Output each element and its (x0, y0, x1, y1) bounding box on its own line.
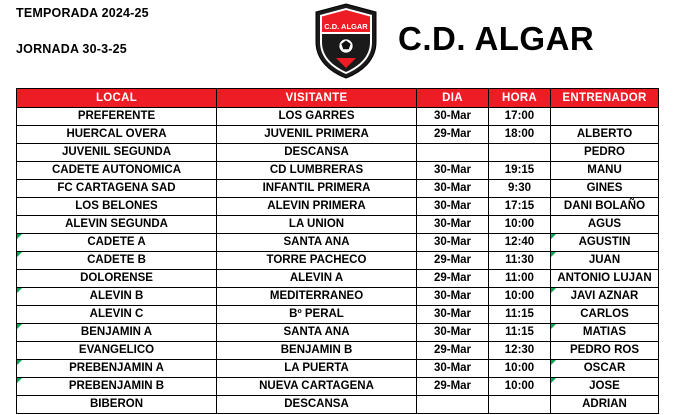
cell-dia (417, 144, 489, 162)
cell-hora: 10:00 (489, 360, 551, 378)
table-body (17, 108, 659, 414)
cell-dia: 29-Mar (417, 378, 489, 396)
table-row (17, 162, 659, 180)
table-row (17, 378, 659, 396)
cell-visitante: MEDITERRANEO (217, 288, 417, 306)
cell-local: FC CARTAGENA SAD (17, 180, 217, 198)
cell-dia: 30-Mar (417, 108, 489, 126)
cell-visitante: DESCANSA (217, 396, 417, 414)
table-row (17, 108, 659, 126)
column-header-visitante: VISITANTE (217, 89, 417, 108)
cell-visitante: NUEVA CARTAGENA (217, 378, 417, 396)
cell-entrenador: AGUSTIN (551, 234, 659, 252)
cell-entrenador: JOSE (551, 378, 659, 396)
column-header-local: LOCAL (17, 89, 217, 108)
cell-hora: 10:00 (489, 216, 551, 234)
cell-dia: 29-Mar (417, 252, 489, 270)
svg-text:C.D. ALGAR: C.D. ALGAR (324, 22, 368, 31)
cell-dia: 30-Mar (417, 360, 489, 378)
table-row (17, 360, 659, 378)
table-row (17, 342, 659, 360)
cell-visitante: LOS GARRES (217, 108, 417, 126)
cell-local: ALEVIN SEGUNDA (17, 216, 217, 234)
cell-local: HUERCAL OVERA (17, 126, 217, 144)
cell-hora: 17:00 (489, 108, 551, 126)
cd-algar-crest-icon (310, 2, 382, 80)
cell-dia: 30-Mar (417, 216, 489, 234)
cell-local: CADETE A (17, 234, 217, 252)
cell-dia (417, 396, 489, 414)
cell-local: EVANGELICO (17, 342, 217, 360)
cell-local: CADETE AUTONOMICA (17, 162, 217, 180)
table-row (17, 180, 659, 198)
table-row (17, 126, 659, 144)
column-header-hora: HORA (489, 89, 551, 108)
cell-entrenador: ALBERTO (551, 126, 659, 144)
cell-visitante: SANTA ANA (217, 324, 417, 342)
cell-dia: 29-Mar (417, 342, 489, 360)
cell-local: LOS BELONES (17, 198, 217, 216)
cell-hora: 18:00 (489, 126, 551, 144)
cell-local: ALEVIN B (17, 288, 217, 306)
table-row (17, 270, 659, 288)
cell-entrenador: JUAN (551, 252, 659, 270)
cell-entrenador: OSCAR (551, 360, 659, 378)
cell-entrenador: MATIAS (551, 324, 659, 342)
cell-entrenador: AGUS (551, 216, 659, 234)
cell-local: DOLORENSE (17, 270, 217, 288)
season-label: TEMPORADA 2024-25 (16, 6, 149, 20)
cell-hora: 11:15 (489, 306, 551, 324)
cell-visitante: DESCANSA (217, 144, 417, 162)
cell-visitante: LA PUERTA (217, 360, 417, 378)
cell-entrenador: CARLOS (551, 306, 659, 324)
table-row (17, 324, 659, 342)
cell-dia: 30-Mar (417, 324, 489, 342)
cell-dia: 30-Mar (417, 162, 489, 180)
cell-entrenador: ANTONIO LUJAN (551, 270, 659, 288)
table-row (17, 252, 659, 270)
table-row (17, 216, 659, 234)
cell-visitante: Bº PERAL (217, 306, 417, 324)
cell-entrenador: DANI BOLAÑO (551, 198, 659, 216)
cell-local: PREBENJAMIN A (17, 360, 217, 378)
column-header-entrenador: ENTRENADOR (551, 89, 659, 108)
cell-hora: 17:15 (489, 198, 551, 216)
cell-visitante: CD LUMBRERAS (217, 162, 417, 180)
cell-visitante: LA UNION (217, 216, 417, 234)
cell-entrenador: JAVI AZNAR (551, 288, 659, 306)
cell-dia: 30-Mar (417, 234, 489, 252)
schedule-table-container (16, 88, 658, 414)
table-header (17, 89, 659, 108)
table-row (17, 198, 659, 216)
cell-hora: 11:30 (489, 252, 551, 270)
cell-hora: 9:30 (489, 180, 551, 198)
table-row (17, 144, 659, 162)
cell-hora: 12:40 (489, 234, 551, 252)
cell-entrenador: PEDRO (551, 144, 659, 162)
cell-hora (489, 144, 551, 162)
cell-dia: 30-Mar (417, 198, 489, 216)
cell-local: PREFERENTE (17, 108, 217, 126)
table-row (17, 306, 659, 324)
cell-local: BENJAMIN A (17, 324, 217, 342)
cell-dia: 30-Mar (417, 288, 489, 306)
cell-local: CADETE B (17, 252, 217, 270)
table-row (17, 396, 659, 414)
cell-local: JUVENIL SEGUNDA (17, 144, 217, 162)
cell-entrenador (551, 108, 659, 126)
cell-hora: 11:15 (489, 324, 551, 342)
cell-local: PREBENJAMIN B (17, 378, 217, 396)
page-header (0, 0, 674, 82)
cell-dia: 30-Mar (417, 180, 489, 198)
cell-hora: 10:00 (489, 378, 551, 396)
table-row (17, 234, 659, 252)
cell-hora: 12:30 (489, 342, 551, 360)
cell-entrenador: GINES (551, 180, 659, 198)
cell-entrenador: ADRIAN (551, 396, 659, 414)
page-title: C.D. ALGAR (398, 20, 595, 57)
cell-hora: 10:00 (489, 288, 551, 306)
cell-visitante: ALEVIN A (217, 270, 417, 288)
cell-dia: 30-Mar (417, 306, 489, 324)
cell-visitante: BENJAMIN B (217, 342, 417, 360)
cell-dia: 29-Mar (417, 270, 489, 288)
cell-hora (489, 396, 551, 414)
cell-visitante: JUVENIL PRIMERA (217, 126, 417, 144)
cell-visitante: INFANTIL PRIMERA (217, 180, 417, 198)
cell-visitante: TORRE PACHECO (217, 252, 417, 270)
matchday-label: JORNADA 30-3-25 (16, 42, 127, 56)
cell-local: ALEVIN C (17, 306, 217, 324)
cell-entrenador: MANU (551, 162, 659, 180)
cell-hora: 11:00 (489, 270, 551, 288)
cell-visitante: SANTA ANA (217, 234, 417, 252)
cell-visitante: ALEVIN PRIMERA (217, 198, 417, 216)
season-info (16, 6, 286, 57)
table-header-row (17, 89, 659, 108)
cell-hora: 19:15 (489, 162, 551, 180)
column-header-dia: DIA (417, 89, 489, 108)
schedule-table (16, 88, 659, 414)
table-row (17, 288, 659, 306)
cell-entrenador: PEDRO ROS (551, 342, 659, 360)
cell-local: BIBERON (17, 396, 217, 414)
cell-dia: 29-Mar (417, 126, 489, 144)
